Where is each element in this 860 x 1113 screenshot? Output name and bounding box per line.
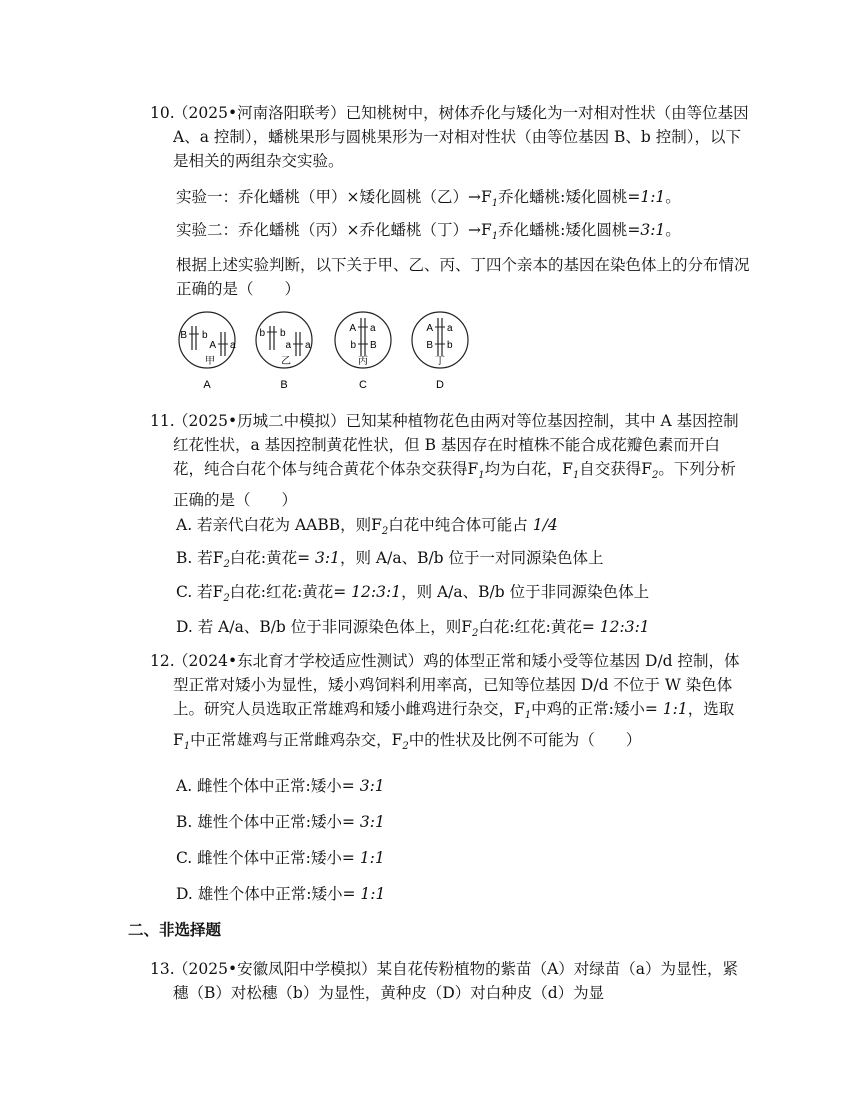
gene-label: b bbox=[280, 328, 286, 339]
gene-label: a bbox=[230, 340, 236, 351]
question-11 bbox=[150, 409, 750, 512]
gene-label: b bbox=[202, 330, 208, 341]
gene-label: b bbox=[259, 328, 265, 339]
gene-label: a bbox=[305, 340, 311, 351]
question-stem: （2025•河南洛阳联考）已知桃树中，树体乔化与矮化为一对相对性状（由等位基因 A、a 控制），蟠桃果形与圆桃果形为一对相对性状（由等位基因 B、b 控制），以下是相关的两组杂交实验。 bbox=[173, 104, 749, 170]
question-source: （2025•河南洛阳联考） bbox=[173, 104, 346, 122]
gene-label: A bbox=[426, 323, 433, 334]
question-number: 10. bbox=[150, 104, 175, 122]
option-D[interactable]: D. 若 A/a、B/b 位于非同源染色体上，则$F_2$白花:红花:黄花= 12:3:1 bbox=[176, 618, 650, 640]
diagram-letter: C bbox=[359, 379, 367, 391]
gene-label: A bbox=[209, 340, 216, 351]
section-heading: 二、非选择题 bbox=[128, 920, 222, 939]
diagram-letter: D bbox=[436, 379, 444, 391]
diagram-C bbox=[335, 312, 391, 391]
question-source: （2024•东北育才学校适应性测试） bbox=[173, 652, 424, 670]
gene-label: b bbox=[350, 340, 356, 351]
experiment-2: 实验二：乔化蟠桃（丙）×乔化蟠桃（丁）$\to F_1$乔化蟠桃:矮化圆桃=3:1。 bbox=[176, 221, 681, 243]
diagram-B bbox=[256, 312, 312, 391]
gene-label: B bbox=[426, 340, 433, 351]
diagram-A bbox=[179, 312, 236, 391]
question-source: （2025•历城二中模拟） bbox=[173, 412, 346, 430]
question-stem: （2025•历城二中模拟）已知某种植物花色由两对等位基因控制，其中 A 基因控制红花性状，a 基因控制黄花性状，但 B 基因存在时植株不能合成花瓣色素而开白花，纯合白花个体与纯合黄花个体杂交获得$F_1$均为白花，$F_1$自交获得$F_2$。下列分析正确的是（ ） bbox=[173, 412, 739, 510]
gene-label: a bbox=[370, 323, 376, 334]
option-B[interactable]: B. 若$F_2$白花:黄花= 3:1，则 A/a、B/b 位于一对同源染色体上 bbox=[176, 549, 604, 571]
question-stem: （2025•安徽凤阳中学模拟）某自花传粉植物的紫苗（A）对绿苗（a）为显性，紧穗（B）对松穗（b）为显性，黄种皮（D）对白种皮（d）为显 bbox=[173, 960, 739, 1002]
gene-label: A bbox=[349, 323, 356, 334]
experiment-1: 实验一：乔化蟠桃（甲）×矮化圆桃（乙）$\to F_1$乔化蟠桃:矮化圆桃=1:1。 bbox=[176, 188, 681, 210]
option-A[interactable]: A. 雌性个体中正常:矮小= 3:1 bbox=[176, 777, 385, 795]
question-13 bbox=[150, 957, 750, 1005]
question-10 bbox=[150, 101, 750, 173]
question-number: 13. bbox=[150, 960, 175, 978]
option-B[interactable]: B. 雄性个体中正常:矮小= 3:1 bbox=[176, 813, 385, 831]
gene-label: b bbox=[447, 340, 453, 351]
question-12 bbox=[150, 649, 750, 759]
diagram-name: 乙 bbox=[281, 356, 291, 367]
question-stem: （2024•东北育才学校适应性测试）鸡的体型正常和矮小受等位基因 D/d 控制，体型正常对矮小为显性，矮小鸡饲料利用率高，已知等位基因 D/d 不位于 W 染色体上。研究人员选取正常雄鸡和矮小雌鸡进行杂交，$F_1$中鸡的正常:矮小= 1:1，选取$F_1$中正常雄鸡与正常雌鸡杂交，$F_2$中的性状及比例不可能为（ ） bbox=[173, 652, 740, 753]
option-D[interactable]: D. 雄性个体中正常:矮小= 1:1 bbox=[176, 885, 386, 903]
gene-label: B bbox=[370, 340, 377, 351]
gene-label: B bbox=[180, 330, 187, 341]
diagram-name: 甲 bbox=[205, 356, 215, 367]
diagram-letter: B bbox=[280, 379, 288, 391]
gene-label: a bbox=[447, 323, 453, 334]
diagram-D bbox=[412, 312, 468, 391]
question-number: 11. bbox=[150, 412, 175, 430]
option-A[interactable]: A. 若亲代白花为 AABB，则$F_2$白花中纯合体可能占 1/4 bbox=[176, 516, 558, 538]
diagram-letter: A bbox=[203, 379, 211, 391]
option-C[interactable]: C. 雌性个体中正常:矮小= 1:1 bbox=[176, 849, 385, 867]
gene-label: a bbox=[285, 340, 291, 351]
option-C[interactable]: C. 若$F_2$白花:红花:黄花= 12:3:1，则 A/a、B/b 位于非同源染色体上 bbox=[176, 583, 650, 605]
question-source: （2025•安徽凤阳中学模拟） bbox=[173, 960, 377, 978]
question-number: 12. bbox=[150, 652, 175, 670]
diagram-name: 丁 bbox=[435, 356, 445, 367]
diagram-name: 丙 bbox=[358, 356, 368, 367]
question-10-ask: 根据上述实验判断，以下关于甲、乙、丙、丁四个亲本的基因在染色体上的分布情况正确的是（ ） bbox=[176, 256, 750, 298]
chromosome-diagrams bbox=[174, 310, 474, 392]
